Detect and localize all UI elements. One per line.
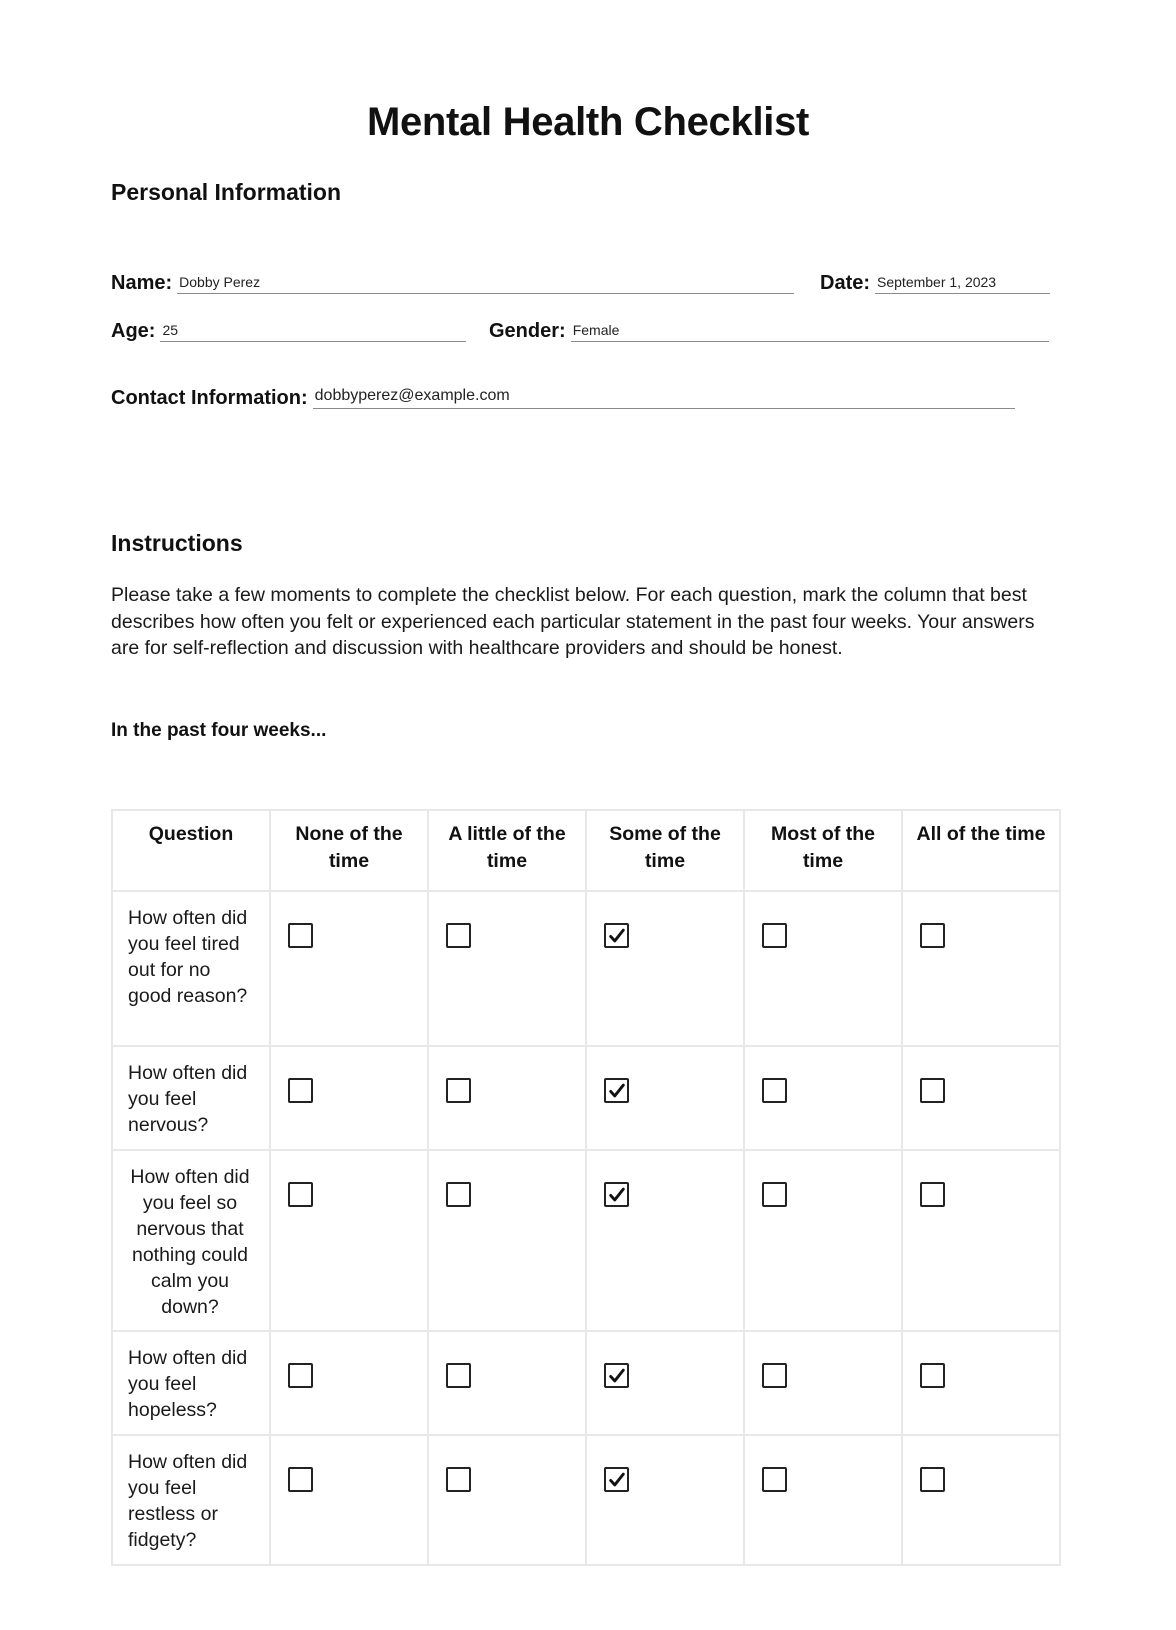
table-row (112, 1150, 1060, 1331)
name-label: Name: (111, 272, 173, 294)
checkbox-checked-icon[interactable] (604, 1182, 629, 1207)
date-input[interactable] (875, 274, 1050, 294)
gender-input[interactable] (571, 322, 1049, 342)
answer-cell-most (744, 891, 902, 1046)
checkbox-empty-icon[interactable] (920, 1078, 945, 1103)
question-text: How often did you feel hopeless? (112, 1331, 270, 1435)
checkbox-empty-icon[interactable] (446, 1182, 471, 1207)
answer-cell-all (902, 1150, 1060, 1331)
answer-cell-some (586, 1046, 744, 1150)
contact-label: Contact Information: (111, 387, 308, 409)
checkbox-empty-icon[interactable] (762, 1078, 787, 1103)
checklist-table (111, 809, 1061, 1566)
question-text: How often did you feel nervous? (112, 1046, 270, 1150)
answer-cell-none (270, 1331, 428, 1435)
answer-cell-none (270, 891, 428, 1046)
gender-field (489, 320, 1049, 342)
table-header-row (112, 810, 1060, 891)
answer-cell-none (270, 1435, 428, 1565)
checkmark-icon (608, 1186, 626, 1204)
gender-value: Female (572, 322, 620, 338)
contact-value: dobbyperez@example.com (314, 387, 510, 404)
timeframe-subheading: In the past four weeks... (111, 720, 327, 741)
answer-cell-none (270, 1150, 428, 1331)
checkmark-icon (608, 1367, 626, 1385)
column-header-question: Question (112, 810, 270, 891)
checkbox-checked-icon[interactable] (604, 1467, 629, 1492)
answer-cell-most (744, 1331, 902, 1435)
answer-cell-all (902, 1331, 1060, 1435)
answer-cell-some (586, 1435, 744, 1565)
answer-cell-a-little (428, 1150, 586, 1331)
answer-cell-all (902, 1435, 1060, 1565)
gender-label: Gender: (489, 320, 566, 342)
age-field (111, 320, 466, 342)
checkbox-checked-icon[interactable] (604, 1078, 629, 1103)
checkmark-icon (608, 927, 626, 945)
column-header-some: Some of the time (586, 810, 744, 891)
question-text: How often did you feel tired out for no good reason? (112, 891, 270, 1046)
name-input[interactable] (177, 274, 794, 294)
column-header-a-little: A little of the time (428, 810, 586, 891)
checkbox-empty-icon[interactable] (288, 1363, 313, 1388)
column-header-all: All of the time (902, 810, 1060, 891)
answer-cell-a-little (428, 1331, 586, 1435)
date-label: Date: (820, 272, 871, 294)
answer-cell-some (586, 1331, 744, 1435)
question-text: How often did you feel restless or fidgety? (112, 1435, 270, 1565)
question-text: How often did you feel so nervous that nothing could calm you down? (112, 1150, 270, 1331)
answer-cell-a-little (428, 891, 586, 1046)
age-label: Age: (111, 320, 156, 342)
contact-field (111, 387, 1015, 409)
answer-cell-none (270, 1046, 428, 1150)
answer-cell-all (902, 891, 1060, 1046)
checkbox-empty-icon[interactable] (920, 923, 945, 948)
name-value: Dobby Perez (179, 274, 261, 290)
checkbox-empty-icon[interactable] (446, 1363, 471, 1388)
checkbox-checked-icon[interactable] (604, 1363, 629, 1388)
name-field (111, 272, 794, 294)
table-row (112, 1331, 1060, 1435)
answer-cell-most (744, 1435, 902, 1565)
date-value: September 1, 2023 (877, 274, 997, 290)
column-header-most: Most of the time (744, 810, 902, 891)
personal-information-heading: Personal Information (111, 179, 342, 205)
instructions-text: Please take a few moments to complete the checklist below. For each question, mark the column that best describes how often you felt or experienced each particular statement in the past four weeks. Your answers are for self-reflection and discussion with healthcare providers and should be honest. (111, 584, 1035, 659)
checkbox-empty-icon[interactable] (762, 1182, 787, 1207)
checkbox-empty-icon[interactable] (446, 1467, 471, 1492)
checkbox-empty-icon[interactable] (920, 1363, 945, 1388)
answer-cell-a-little (428, 1435, 586, 1565)
answer-cell-all (902, 1046, 1060, 1150)
checkbox-empty-icon[interactable] (446, 1078, 471, 1103)
checkbox-empty-icon[interactable] (288, 923, 313, 948)
contact-input[interactable] (313, 389, 1015, 409)
answer-cell-most (744, 1046, 902, 1150)
answer-cell-a-little (428, 1046, 586, 1150)
checkbox-empty-icon[interactable] (288, 1078, 313, 1103)
checkbox-empty-icon[interactable] (762, 1363, 787, 1388)
table-row (112, 1435, 1060, 1565)
age-input[interactable] (160, 322, 466, 342)
checkbox-empty-icon[interactable] (762, 923, 787, 948)
checkbox-empty-icon[interactable] (762, 1467, 787, 1492)
checkbox-empty-icon[interactable] (446, 923, 471, 948)
table-row (112, 891, 1060, 1046)
column-header-none: None of the time (270, 810, 428, 891)
checkmark-icon (608, 1082, 626, 1100)
answer-cell-some (586, 1150, 744, 1331)
checkbox-empty-icon[interactable] (288, 1182, 313, 1207)
checkmark-icon (608, 1471, 626, 1489)
checkbox-empty-icon[interactable] (920, 1467, 945, 1492)
checkbox-empty-icon[interactable] (920, 1182, 945, 1207)
instructions-heading: Instructions (111, 530, 243, 556)
answer-cell-most (744, 1150, 902, 1331)
page-title: Mental Health Checklist (366, 100, 810, 144)
checkbox-empty-icon[interactable] (288, 1467, 313, 1492)
age-value: 25 (162, 322, 179, 338)
checkbox-checked-icon[interactable] (604, 923, 629, 948)
date-field (820, 272, 1050, 294)
answer-cell-some (586, 891, 744, 1046)
table-row (112, 1046, 1060, 1150)
